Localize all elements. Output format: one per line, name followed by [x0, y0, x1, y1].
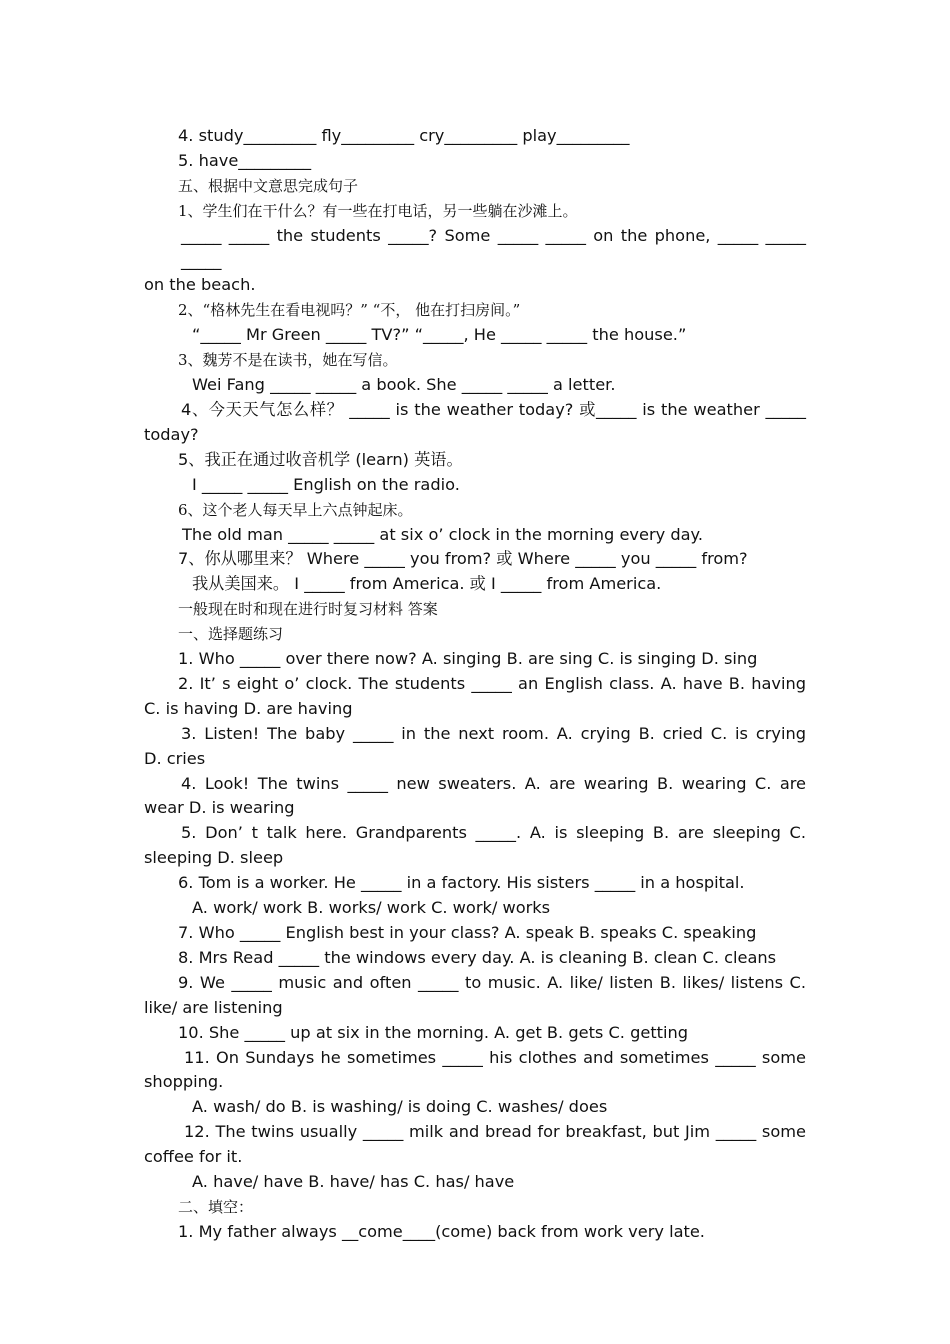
- text-line: 7、你从哪里来？ Where _____ you from? 或 Where _____ you _____ from?: [178, 549, 748, 569]
- text-line: 5、我正在通过收音机学 (learn) 英语。: [178, 449, 463, 469]
- text-line: 8. Mrs Read _____ the windows every day. A. is cleaning B. clean C. cleans: [178, 947, 777, 967]
- text-line: A. have/ have B. have/ has C. has/ have: [192, 1172, 515, 1192]
- text-line: C. is having D. are having: [144, 698, 353, 718]
- text-line: 4. study_________ fly_________ cry_________ play_________: [178, 126, 630, 145]
- text-line: 二、填空：: [178, 1197, 254, 1216]
- text-line: 1. Who _____ over there now? A. singing B. are sing C. is singing D. sing: [178, 649, 758, 669]
- text-line: 3、魏芳不是在读书，她在写信。: [178, 351, 398, 370]
- document-body: [144, 124, 806, 1245]
- text-line: 11. On Sundays he sometimes _____ his clothes and sometimes _____ some: [184, 1047, 806, 1067]
- text-line: The old man _____ _____ at six o’ clock in the morning every day.: [182, 524, 703, 544]
- text-line: 5. Don’ t talk here. Grandparents _____. A. is sleeping B. are sleeping C.: [181, 823, 806, 843]
- text-line: 一般现在时和现在进行时复习材料 答案: [178, 600, 438, 619]
- text-line: 6、这个老人每天早上六点钟起床。: [178, 500, 413, 519]
- text-line: Wei Fang _____ _____ a book. She _____ _____ a letter.: [192, 375, 616, 395]
- text-line: 3. Listen! The baby _____ in the next room. A. crying B. cried C. is crying: [181, 723, 806, 743]
- text-line: 9. We _____ music and often _____ to music. A. like/ listen B. likes/ listens C.: [178, 972, 806, 992]
- text-line: 2. It’ s eight o’ clock. The students _____ an English class. A. have B. having: [178, 673, 806, 693]
- text-line: 12. The twins usually _____ milk and bread for breakfast, but Jim _____ some: [184, 1122, 806, 1142]
- text-line: coffee for it.: [144, 1147, 243, 1167]
- text-line: 1、学生们在干什么？有一些在打电话，另一些躺在沙滩上。: [178, 201, 578, 220]
- text-line: _____ _____ the students _____? Some _____ _____ on the phone, _____ _____ _____: [181, 225, 806, 270]
- text-line: sleeping D. sleep: [144, 848, 284, 868]
- text-line: 2、“格林先生在看电视吗？” “不， 他在打扫房间。”: [178, 301, 521, 320]
- text-line: A. work/ work B. works/ work C. work/ works: [192, 898, 551, 918]
- text-line: 10. She _____ up at six in the morning. A. get B. gets C. getting: [178, 1022, 689, 1042]
- text-line: 6. Tom is a worker. He _____ in a factory. His sisters _____ in a hospital.: [178, 873, 745, 893]
- text-line: 7. Who _____ English best in your class? A. speak B. speaks C. speaking: [178, 923, 757, 942]
- text-line: wear D. is wearing: [144, 798, 295, 818]
- text-line: today?: [144, 424, 199, 444]
- text-line: I _____ _____ English on the radio.: [192, 474, 460, 494]
- text-line: 五、根据中文意思完成句子: [178, 176, 359, 195]
- text-line: 4. Look! The twins _____ new sweaters. A. are wearing B. wearing C. are: [181, 773, 806, 793]
- text-line: shopping.: [144, 1072, 224, 1092]
- text-line: 我从美国来。 I _____ from America. 或 I _____ from America.: [192, 574, 662, 594]
- text-line: 1. My father always __come____(come) back from work very late.: [178, 1221, 705, 1241]
- text-line: 4、今天天气怎么样？ _____ is the weather today? 或_____ is the weather _____: [181, 399, 806, 419]
- text-line: D. cries: [144, 748, 206, 768]
- text-line: A. wash/ do B. is washing/ is doing C. washes/ does: [192, 1097, 608, 1117]
- text-line: 5. have_________: [178, 150, 312, 170]
- text-line: like/ are listening: [144, 997, 283, 1017]
- text-line: 一、选择题练习: [178, 625, 284, 644]
- text-line: on the beach.: [144, 275, 256, 295]
- text-line: “_____ Mr Green _____ TV?” “_____, He _____ _____ the house.”: [192, 325, 687, 345]
